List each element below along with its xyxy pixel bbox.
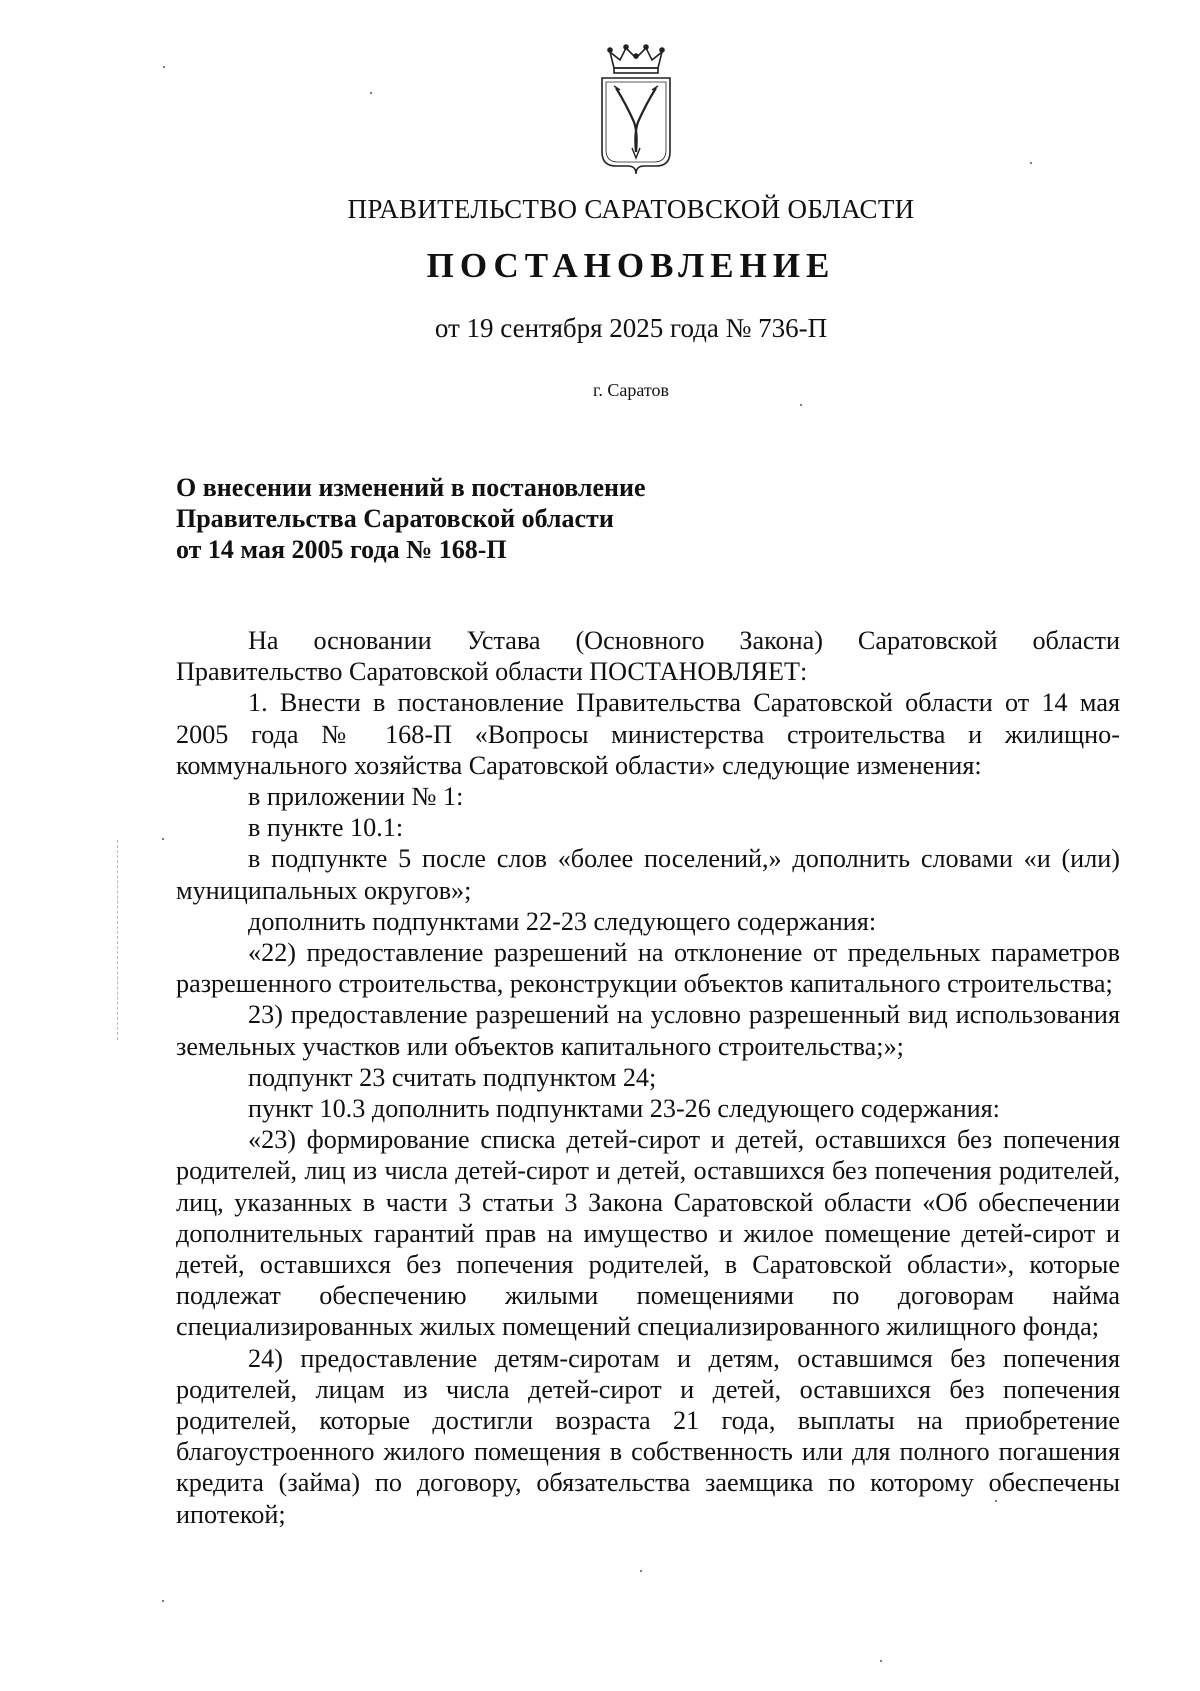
document-subject [176, 472, 646, 565]
subject-line: О внесении изменений в постановление [176, 473, 646, 502]
document-type: ПОСТАНОВЛЕНИЕ [426, 246, 836, 285]
document-city: г. Саратов [593, 380, 669, 400]
subject-line: от 14 мая 2005 года № 168-П [176, 535, 507, 564]
body-paragraph: «23) формирование списка детей-сирот и детей, оставшихся без попечения родителей, лиц из числа детей-сирот и детей, оставшихся без попечения родителей, лиц, указанных в части 3 статьи 3 Закона Саратовской области «Об обеспечении дополнительных гарантий прав на имущество и жилое помещение детей-сирот и детей, оставшихся без попечения родителей, в Саратовской области», которые подлежат обеспечению жилыми помещениями по договорам найма специализированных жилых помещений специализированного жилищного фонда; [176, 1125, 1120, 1342]
body-paragraph: 1. Внести в постановление Правительства Саратовской области от 14 мая 2005 года № 168-П «Вопросы министерства строительства и жилищно-коммунального хозяйства Саратовской области» следующие изменения: [176, 688, 1120, 780]
body-paragraph: в подпункте 5 после слов «более поселений,» дополнить словами «и (или) муниципальных округов»; [176, 844, 1120, 905]
scan-speck [640, 1570, 642, 1572]
document-number: от 19 сентября 2025 года № 736-П [434, 313, 828, 343]
scan-speck [162, 838, 164, 840]
body-paragraph: На основании Устава (Основного Закона) Саратовской области Правительство Саратовской области ПОСТАНОВЛЯЕТ: [176, 626, 1120, 687]
body-paragraph: в приложении № 1: [248, 782, 464, 812]
body-paragraph: 24) предоставление детям-сиротам и детям, оставшимся без попечения родителей, лицам из числа детей-сирот и детей, оставшихся без попечения родителей, которые достигли возраста 21 года, выплаты на приобретение благоустроенного жилого помещения в собственность или для полного погашения кредита (займа) по договору, обязательства заемщика по которому обеспечены ипотекой; [176, 1343, 1120, 1529]
scan-speck [880, 1660, 882, 1662]
document-body [176, 625, 1120, 1530]
scan-speck [800, 404, 802, 406]
scan-edge-marks [117, 840, 119, 1040]
body-paragraph: дополнить подпунктами 22-23 следующего содержания: [248, 906, 877, 936]
body-paragraph: подпункт 23 считать подпунктом 24; [248, 1062, 657, 1092]
body-paragraph: 23) предоставление разрешений на условно разрешенный вид использования земельных участков или объектов капитального строительства;»; [176, 1000, 1120, 1061]
government-title: ПРАВИТЕЛЬСТВО САРАТОВСКОЙ ОБЛАСТИ [347, 194, 915, 224]
scan-speck [1030, 162, 1032, 164]
saratov-coat-of-arms-icon [596, 44, 676, 176]
scan-speck [163, 66, 165, 68]
scan-speck [995, 1500, 997, 1502]
body-paragraph: пункт 10.3 дополнить подпунктами 23-26 следующего содержания: [248, 1094, 1000, 1124]
subject-line: Правительства Саратовской области [176, 504, 614, 533]
body-paragraph: «22) предоставление разрешений на отклонение от предельных параметров разрешенного строительства, реконструкции объектов капитального строительства; [176, 938, 1120, 999]
scan-speck [162, 1600, 164, 1602]
scan-speck [370, 92, 372, 94]
body-paragraph: в пункте 10.1: [248, 813, 404, 843]
